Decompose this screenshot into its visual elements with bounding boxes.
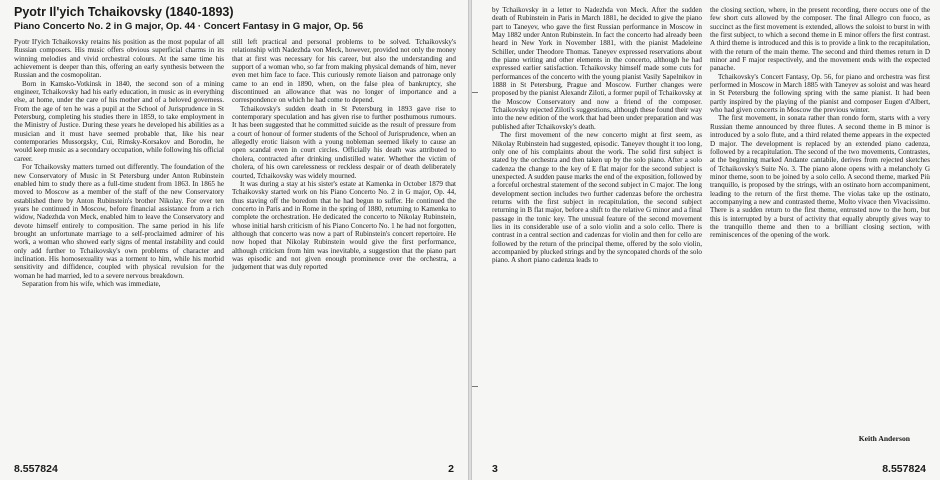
page-subtitle: Piano Concerto No. 2 in G major, Op. 44 · Concert Fantasy in G major, Op. 56: [14, 21, 364, 32]
paragraph: the closing section, where, in the present recording, there occurs one of the few short cuts allowed by the composer. The final Allegro con fuoco, as succinct as the first movement is extended, allows the soloist to burst in with the first subject, to which a second theme in E minor offers the first contrast. A third theme is introduced and this is to provide a link to the recapitulation, with the return of the main theme. The second and third themes return in D minor and F major respectively, and the movement ends with the expected panache.: [710, 6, 930, 73]
paragraph: Separation from his wife, which was immediate,: [22, 279, 161, 288]
page-number: 2: [448, 463, 454, 475]
paragraph: still left practical and personal problems to be solved. Tchaikovsky's relationship with Nadezhda von Meck, however, provided not only the money that at first was necessary for his career, but also the understanding and support of a woman who, so far from making physical demands of him, never even met him face to face. This curiously remote liaison and patronage only came to an end in 1890, when, on the false plea of bankruptcy, she discontinued an allowance that was no longer of importance and a correspondence on which he had come to depend.: [232, 38, 456, 105]
paragraph: Pyotr Il'yich Tchaikovsky retains his position as the most popular of all Russian composers. His music offers obvious superficial charms in its winning melodies and vivid orchestral colours. At the same time his achievement is deeper than this, offering an early synthesis between the Russian and the cosmopolitan.: [14, 38, 224, 80]
page-title: Pyotr Il'yich Tchaikovsky (1840-1893): [14, 5, 234, 19]
left-column-2: [232, 38, 456, 464]
left-page: [0, 0, 468, 480]
paragraph: It was during a stay at his sister's estate at Kamenka in October 1879 that Tchaikovsky started work on his Piano Concerto No. 2 in G major, Op. 44, thus staving off the boredom that he had begun to suffer. He continued the concerto in Paris and in Rome in the spring of 1880, returning to Kamenka to complete the orchestration. He dedicated the concerto to Nikolay Rubinstein, whose initial harsh criticism of his Piano Concerto No. 1 he had not forgotten, although that concerto was now a part of Rubinstein's concert repertoire. He now hoped that Nikolay Rubinstein would give the first performance, although criticism from him was inevitable, a suggestion that the piano part was episodic and not given enough prominence over the orchestra, a judgement that was duly reported: [232, 179, 456, 272]
page-number: 3: [492, 463, 498, 475]
paragraph: Tchaikovsky's sudden death in St Petersburg in 1893 gave rise to contemporary speculation and has given rise to further posthumous rumours. It has been suggested that he committed suicide as the result of pressure from a court of honour of former students of the School of Jurisprudence, when an allegedly erotic liaison with a young nobleman seemed likely to cause an open scandal even in court circles. Officially his death was attributed to cholera, contracted after drinking undistilled water. Whether the victim of cholera, of his own carelessness or reckless despair or of death deliberately courted, Tchaikovsky was widely mourned.: [232, 104, 456, 180]
paragraph: by Tchaikovsky in a letter to Nadezhda von Meck. After the sudden death of Rubinstein in Paris in March 1881, he decided to give the piano part to Taneyev, who gave the first Russian performance in Moscow in May 1882 under Anton Rubinstein. In fact the concerto had already been heard in New York in November 1881, with the pianist Madeleine Schiller, under Theodore Thomas. Taneyev expressed reservations about the piano writing and other elements in the concerto, although he had expressed earlier satisfaction. Tchaikovsky himself made some cuts for performances of the concerto with the young pianist Vasily Sapelnikov in 1888 in St Petersburg, Prague and Moscow. Further changes were proposed by the pianist Alexandr Ziloti, a former pupil of Tchaikovsky at the Moscow Conservatory and now a friend of the composer. Tchaikovsky rejected Ziloti's suggestions, although these found their way into the new edition of the work that had been under preparation and was published after Tchaikovsky's death.: [492, 6, 702, 131]
right-column-1: [492, 6, 702, 464]
margin-tick: [472, 92, 478, 93]
header: [14, 5, 454, 33]
right-page: [472, 0, 940, 480]
right-column-2: [710, 6, 930, 464]
catalog-number: 8.557824: [14, 463, 58, 475]
paragraph: Tchaikovsky's Concert Fantasy, Op. 56, for piano and orchestra was first performed in Moscow in March 1885 with Taneyev as soloist and was heard in St Petersburg the following spring with the same pianist. It had been partly inspired by the playing of the pianist and composer Eugen d'Albert, who had given concerts in Moscow the previous winter.: [710, 72, 930, 115]
paragraph: For Tchaikovsky matters turned out differently. The foundation of the new Conservatory of Music in St Petersburg under Anton Rubinstein enabled him to study there as a full-time student from 1863. In 1865 he moved to Moscow as a member of the staff of the new Conservatory established there by Anton Rubinstein's brother Nikolay. For over ten years he continued in Moscow, before financial assistance from a rich widow, Nadezhda von Meck, enabled him to leave the Conservatory and devote himself entirely to composition. The same period in his life brought an unfortunate marriage to a self-proclaimed admirer of his work, a woman who showed early signs of mental instability and could only add further to Tchaikovsky's own problems of character and inclination. His homosexuality was a torment to him, while his morbid sensitivity and diffidence, coupled with physical revulsion for the woman he had married, led to a severe nervous breakdown.: [14, 163, 224, 280]
left-column-1: [14, 38, 224, 464]
catalog-number: 8.557824: [882, 463, 926, 475]
paragraph: The first movement of the new concerto might at first seem, as Nikolay Rubinstein had suggested, episodic. Taneyev thought it too long, only one of his complaints about the work. The solid first subject is stated by the orchestra and then taken up by the solo piano. After a solo cadenza the change to the key of E flat major for the second subject is unexpected. A sudden pause marks the end of the exposition, followed by a forceful orchestral statement of the second subject in C major. The long development section includes two further cadenzas before the orchestra returns with the first subject in recapitulation, the second subject returning in B flat major, before a shift to the relative G minor and a final passage in the tonic key. The unusual feature of the second movement lies in its considerable use of a solo violin and a solo cello. There is contrast in a central section and cadenzas for violin and then for cello are followed by the return of the principal theme, offered by the solo violin, accompanied by plucked strings and by the syncopated chords of the solo piano. A short piano cadenza leads to: [492, 131, 703, 265]
margin-tick: [472, 386, 478, 387]
author-signature: Keith Anderson: [858, 434, 910, 443]
paragraph: The first movement, in sonata rather than rondo form, starts with a very Russian theme announced by three flutes. A second theme in B minor is introduced by a solo flute, and a third related theme appears in the expected D major. The development is replaced by an extended piano cadenza, followed by a recapitulation. The second of the two movements, Contrastes, at the beginning marked Andante cantabile, derives from rejected sketches of Tchaikovsky's Suite No. 3. The piano alone opens with a melancholy G minor theme, soon to be joined by a solo cello. A second theme, marked Più tranquillo, is proposed by the strings, with an ostinato horn accompaniment, leading to the return of the first theme. The violas take up the ostinato, accompanying a new and contrasted theme, Molto vivace then Vivacissimo. There is a sudden return to the first theme, entrusted now to the horn, but this is interrupted by a burst of activity that equally abruptly gives way to the tranquillo theme and then to a brilliant closing section, with reminiscences of the opening of the work.: [710, 114, 930, 240]
paragraph: Born in Kamsko-Votkinsk in 1840, the second son of a mining engineer, Tchaikovsky had his early education, in music as in everything else, at home, under the care of his mother and of a beloved governess. From the age of ten he was a pupil at the School of Jurisprudence in St Petersburg, completing his studies there in 1859, to take employment in the Ministry of Justice. During these years he developed his abilities as a musician and it must have seemed probable that, like his near contemporaries Mussorgsky, Cui, Rimsky-Korsakov and Borodin, he would keep music as a secondary occupation, while following his official career.: [14, 79, 224, 163]
